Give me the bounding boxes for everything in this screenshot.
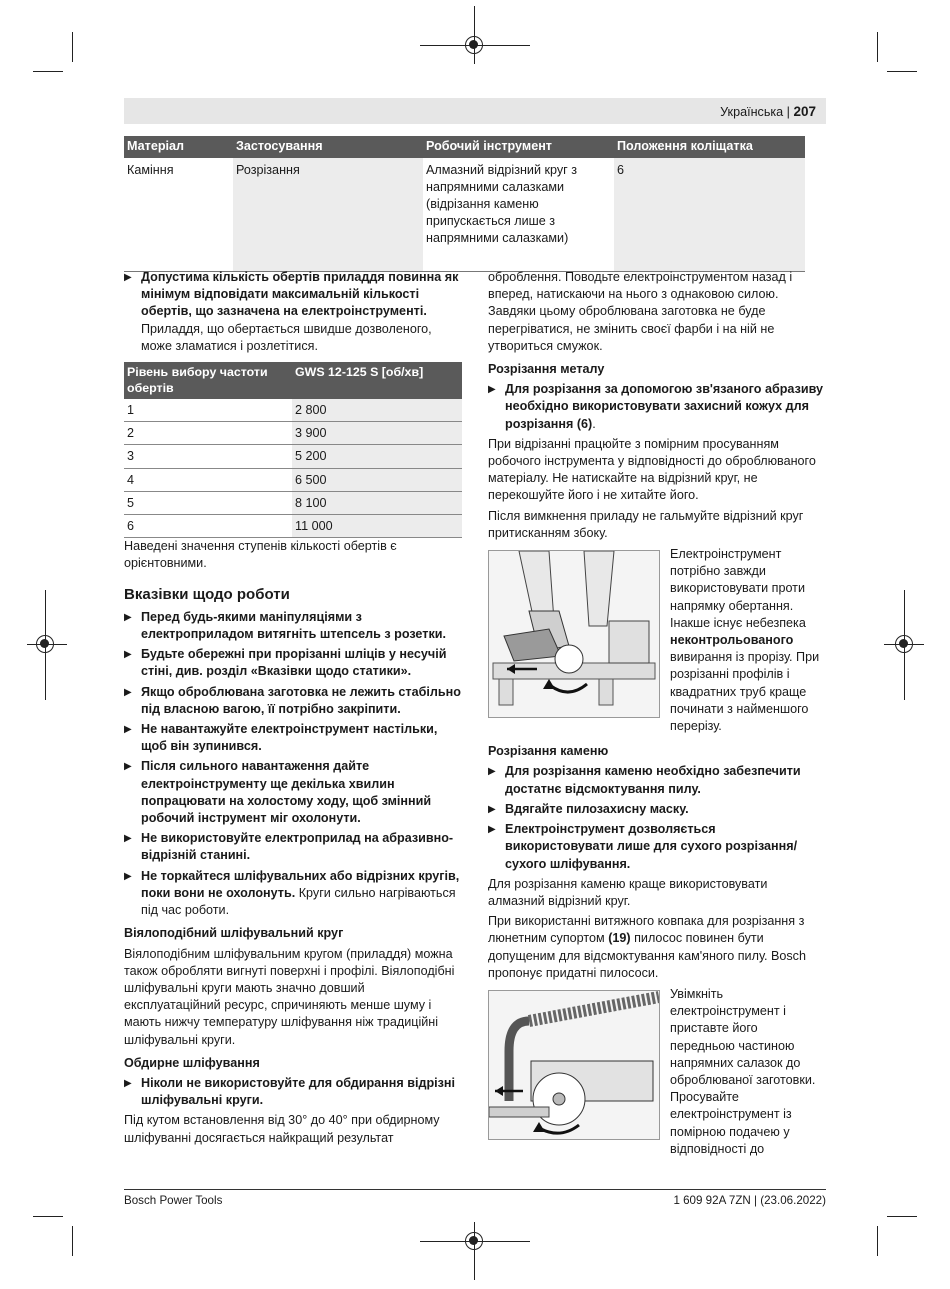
table-row — [124, 468, 462, 491]
warning-text: Не навантажуйте електроінструмент настільки, щоб він зупинився. — [141, 722, 438, 754]
warning-item — [124, 868, 462, 920]
speed-note: Наведені значення ступенів кількості обертів є орієнтовними. — [124, 539, 397, 571]
warning-item — [124, 758, 462, 827]
table-cell: 6 — [124, 515, 292, 538]
page-header — [124, 98, 826, 124]
table-row — [124, 445, 462, 468]
crop-mark — [887, 1216, 917, 1217]
registration-mark-icon — [36, 635, 54, 653]
warning-item — [124, 269, 462, 355]
registration-mark-icon — [465, 36, 483, 54]
triangle-bullet-icon: ▶ — [124, 686, 132, 698]
paragraph: Під кутом встановлення від 30° до 40° при обдирному шліфуванні досягається найкращий результат — [124, 1113, 440, 1145]
table-cell: 1 — [124, 399, 292, 422]
triangle-bullet-icon: ▶ — [124, 649, 132, 661]
paragraph: Після вимкнення приладу не гальмуйте відрізний круг притисканням збоку. — [488, 508, 804, 540]
warning-explanation: Круги сильно нагріваються під час роботи. — [141, 885, 456, 918]
triangle-bullet-icon: ▶ — [488, 824, 496, 836]
header-language: Українська | 207 — [720, 104, 816, 119]
speed-table — [124, 362, 462, 538]
table-cell: 5 — [124, 491, 292, 514]
table-header-cell: Рівень вибору частоти обертів — [124, 362, 292, 399]
table-cell: Розрізання — [233, 158, 423, 271]
warning-item — [488, 381, 826, 433]
paragraph: Для розрізання каменю краще використовувати алмазний відрізний круг. — [488, 876, 768, 908]
triangle-bullet-icon: ▶ — [124, 761, 132, 773]
crop-mark — [474, 1222, 475, 1280]
table-header-row — [124, 136, 805, 158]
table-row — [124, 515, 462, 538]
triangle-bullet-icon: ▶ — [124, 1077, 132, 1089]
crop-mark — [72, 1226, 73, 1256]
triangle-bullet-icon: ▶ — [124, 833, 132, 845]
warning-text: Перед будь-якими маніпуляціями з електроприладом витягніть штепсель з розетки. — [141, 609, 446, 642]
triangle-bullet-icon: ▶ — [124, 870, 132, 882]
table-cell: Алмазний відрізний круг з напрямними салазками (відрізання каменю припускається лише з напрямними салазками) — [426, 163, 578, 245]
table-header-row — [124, 362, 462, 399]
figure-row — [488, 986, 826, 1158]
warning-text: Для розрізання каменю необхідно забезпечити достатнє відсмоктування пилу. — [505, 764, 801, 796]
reference-number: (19) — [608, 931, 631, 946]
table-header-cell: Матеріал — [124, 136, 233, 158]
crop-mark — [33, 1216, 63, 1217]
figure-caption — [670, 546, 826, 735]
table-header-cell: Застосування — [233, 136, 423, 158]
table-row — [124, 399, 462, 422]
table-header-cell: Робочий інструмент — [423, 136, 614, 158]
warning-text: Будьте обережні при прорізанні шліців у несучій стіні, див. розділ «Вказівки щодо статики». — [141, 647, 447, 679]
warning-text: Ніколи не використовуйте для обдирання відрізні шліфувальні круги. — [141, 1075, 456, 1108]
warning-text: Не використовуйте електроприлад на абразивно-відрізній станині. — [141, 831, 454, 863]
figure-row — [488, 546, 826, 735]
table-cell: 3 — [124, 445, 292, 468]
table-cell: 5 200 — [292, 445, 462, 468]
figure-caption: Увімкніть електроінструмент і приставте його передньою частиною напрямних салазок до оброблюваної заготовки. Просувайте електроінструмент із помірною подачею у відповідності до — [670, 986, 816, 1156]
subsection-heading: Розрізання металу — [488, 362, 605, 377]
warning-item — [124, 830, 462, 864]
table-header-cell: Положення коліщатка — [614, 136, 805, 158]
warning-text: Для розрізання за допомогою зв'язаного абразиву необхідно використовувати захисний кожух для розрізання (6) — [505, 382, 824, 431]
triangle-bullet-icon: ▶ — [488, 766, 496, 778]
table-row — [124, 422, 462, 445]
table-cell: 11 000 — [292, 515, 462, 538]
table-header-cell: GWS 12-125 S [об/хв] — [292, 362, 462, 399]
table-cell: 6 500 — [292, 468, 462, 491]
table-cell: 6 — [614, 158, 805, 271]
footer-brand: Bosch Power Tools — [124, 1194, 223, 1207]
table-cell: 8 100 — [292, 491, 462, 514]
warning-item — [488, 821, 826, 873]
paragraph-text: При використанні витяжного ковпака для розрізання з люнетним супортом — [488, 914, 805, 946]
footer-docnumber: 1 609 92A 7ZN | (23.06.2022) — [673, 1194, 826, 1207]
crop-mark — [33, 71, 63, 72]
triangle-bullet-icon: ▶ — [124, 272, 132, 283]
paragraph: Віялоподібним шліфувальним кругом (приладдя) можна також обробляти вигнуті поверхні і профілі. Віялоподібні шліфувальні круги мають значно довший експлуатаційний ресурс, спричиняють менше шуму і мають нижчу температуру шліфування ніж традиційні шліфувальні круги. — [124, 946, 455, 1047]
table-cell: 3 900 — [292, 422, 462, 445]
table-row — [124, 491, 462, 514]
warning-text: Вдягайте пилозахисну маску. — [505, 801, 689, 816]
subsection-heading: Розрізання каменю — [488, 744, 609, 759]
warning-text: Допустима кількість обертів приладдя повинна як мінімум відповідати максимальній кількості обертів, що зазначена на електроінструменті. — [141, 270, 459, 319]
warning-item — [124, 1075, 462, 1109]
registration-mark-icon — [895, 635, 913, 653]
page-number: 207 — [793, 104, 816, 119]
triangle-bullet-icon: ▶ — [488, 384, 496, 396]
crop-mark — [72, 32, 73, 62]
left-column — [124, 269, 462, 1150]
warning-text: Після сильного навантаження дайте електроінструменту ще декілька хвилин попрацювати на холостому ходу, щоб змінний робочий інструмент міг охолонути. — [141, 759, 432, 826]
table-cell: 4 — [124, 468, 292, 491]
cutting-metal-illustration — [488, 550, 660, 718]
subsection-heading: Віялоподібний шліфувальний круг — [124, 926, 344, 941]
subsection-heading: Обдирне шліфування — [124, 1055, 260, 1070]
warning-item — [124, 721, 462, 755]
cutting-stone-illustration — [488, 990, 660, 1140]
table-cell: 2 800 — [292, 399, 462, 422]
right-column — [488, 269, 826, 1158]
triangle-bullet-icon: ▶ — [124, 611, 132, 623]
cutting-stone-drawing — [489, 991, 659, 1139]
table-row — [124, 158, 805, 271]
warning-item — [124, 646, 462, 680]
paragraph — [488, 913, 826, 982]
caption-text: Електроінструмент потрібно завжди використовувати проти напрямку обертання. Інакше існує небезпека — [670, 547, 806, 630]
section-heading: Вказівки щодо роботи — [124, 585, 290, 603]
warning-item — [488, 763, 826, 797]
crop-mark — [474, 6, 475, 64]
paragraph-text: пилосос повинен бути допущеним для відсмоктування кам'яного пилу. Bosch пропонує придатні пилососи. — [488, 931, 806, 980]
crop-mark — [877, 1226, 878, 1256]
warning-item — [488, 801, 826, 818]
table-cell: Каміння — [127, 163, 174, 177]
warning-text: Електроінструмент дозволяється використовувати лише для сухого розрізання/сухого шліфування. — [505, 822, 798, 871]
punctuation: . — [592, 416, 596, 431]
warning-explanation: Приладдя, що обертається швидше дозволеного, може зламатися і розлетітися. — [141, 321, 432, 353]
cutting-metal-drawing — [489, 551, 659, 717]
crop-mark — [887, 71, 917, 72]
language-label: Українська — [720, 105, 784, 119]
footer-divider — [124, 1189, 826, 1190]
material-table — [124, 136, 805, 272]
paragraph: оброблення. Поводьте електроінструментом назад і вперед, натискаючи на нього з однаковою силою. Завдяки цьому оброблювана заготовка не буде перегріватися, не змінить своєї фарби і на ній не утвориться смужок. — [488, 270, 793, 353]
caption-text: вивирання із прорізу. При розрізанні профілів і квадратних труб краще починати з найменшого перерізу. — [670, 650, 820, 734]
table-cell: 2 — [124, 422, 292, 445]
caption-bold: неконтрольованого — [670, 633, 794, 648]
paragraph: При відрізанні працюйте з помірним просуванням робочого інструмента у відповідності до оброблюваного матеріалу. Не натискайте на відрізний круг, не перекошуйте його і не хитайте його. — [488, 436, 816, 503]
triangle-bullet-icon: ▶ — [124, 724, 132, 736]
warning-item — [124, 609, 462, 643]
registration-mark-icon — [465, 1232, 483, 1250]
triangle-bullet-icon: ▶ — [488, 803, 496, 815]
warning-item — [124, 684, 462, 718]
warning-text: Не торкайтеся шліфувальних або відрізних кругів, поки вони не охолонуть. — [141, 868, 460, 900]
warning-text: Якщо оброблювана заготовка не лежить стабільно під власною вагою, її потрібно закріпити. — [141, 684, 461, 716]
crop-mark — [877, 32, 878, 62]
